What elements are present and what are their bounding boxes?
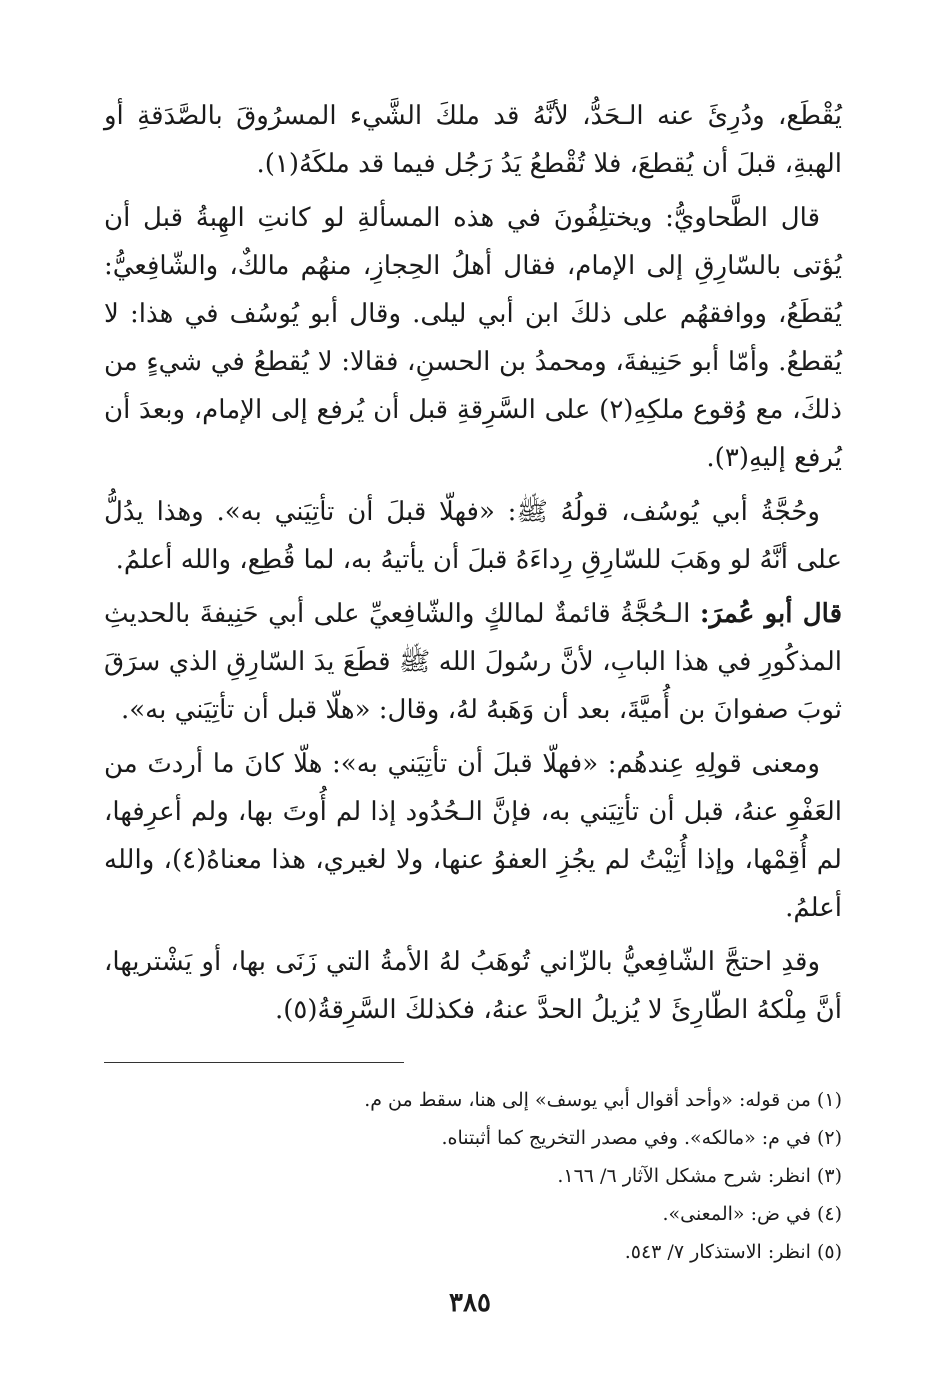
footnotes [104,1081,842,1271]
paragraph-3: وحُجَّةُ أبي يُوسُف، قولُهُ ﷺ: «فهلّا قبلَ أن تأتِيَني به». وهذا يدُلُّ على أنَّهُ لو وهَبَ للسّارِقِ رِداءَهُ قبلَ أن يأتيهُ به، لما قُطِع، والله أعلمُ. [104,497,842,575]
paragraph-2: قال الطَّحاويُّ: ويختلِفُونَ في هذه المسألةِ لو كانتِ الهِبةُ قبل أن يُؤتى بالسّارِقِ إلى الإمام، فقال أهلُ الحِجازِ، منهُم مالكٌ، والشّافِعيُّ: يُقطَعُ، ووافقهُم على ذلكَ ابن أبي ليلى. وقال أبو يُوسُف في هذا: لا يُقطعُ. وأمّا أبو حَنِيفةَ، ومحمدُ بن الحسنِ، فقالا: لا يُقطعُ في شيءٍ من ذلكَ، مع وُقوع ملكِهِ(٢) على السَّرِقةِ قبل أن يُرفع إلى الإمام، وبعدَ أن يُرفع إليهِ(٣). [104,203,842,473]
paragraph-1: يُقْطَع، ودُرِئَ عنه الـحَدُّ، لأنَّهُ قد ملكَ الشَّيء المسرُوقَ بالصَّدَقةِ أو الهبةِ، قبلَ أن يُقطعَ، فلا تُقْطعُ يَدُ رَجُل فيما قد ملكَهُ(١). [104,101,842,179]
paragraph-4 [104,590,842,734]
footnote-2: (٢) في م: «مالكه». وفي مصدر التخريج كما أثبتناه. [441,1127,842,1149]
paragraph-5: ومعنى قولِهِ عِندهُم: «فهلّا قبلَ أن تأتِيَني به»: هلّا كانَ ما أردتَ من العَفْوِ عنهُ، قبل أن تأتِيَني به، فإنَّ الـحُدُود إذا لم أُوتَ بها، ولم أعرِفها، لم أُقِمْها، وإذا أُتِيْتُ لم يجُزِ العفوُ عنها، ولا لغيري، هذا معناهُ(٤)، والله أعلمُ. [104,749,842,923]
footnote-separator-wrap [104,1062,842,1063]
footnote-separator [104,1062,404,1063]
footnote-3: (٣) انظر: شرح مشكل الآثار ٦/ ١٦٦. [557,1165,842,1187]
paragraph-6: وقدِ احتجَّ الشّافِعيُّ بالزّاني تُوهَبُ لهُ الأمةُ التي زَنَى بها، أو يَشْتريها، أنَّ مِلْكهُ الطّارِئَ لا يُزيلُ الحدَّ عنهُ، فكذلكَ السَّرِقةُ(٥). [104,947,842,1025]
footnote-5: (٥) انظر: الاستذكار ٧/ ٥٤٣. [624,1241,842,1263]
main-text [104,92,842,1034]
footnote-4: (٤) في ض: «المعنى». [662,1203,842,1225]
paragraph-4-text: الـحُجَّةُ قائمةٌ لمالكٍ والشّافِعيِّ على أبي حَنِيفةَ بالحديثِ المذكُورِ في هذا البابِ، لأنَّ رسُولَ الله ﷺ قطَعَ يدَ السّارِقِ الذي سرَقَ ثوبَ صفوانَ بن أُميَّةَ، بعد أن وَهَبهُ لهُ، وقال: «هلّا قبل أن تأتِيَني به». [104,599,842,725]
bold-label: قال أبو عُمرَ: [699,599,843,629]
footnote-1: (١) من قوله: «وأحد أقوال أبي يوسف» إلى هنا، سقط من م. [364,1089,842,1111]
page-number: ٣٨٥ [449,1288,491,1318]
page-content [104,92,842,1271]
